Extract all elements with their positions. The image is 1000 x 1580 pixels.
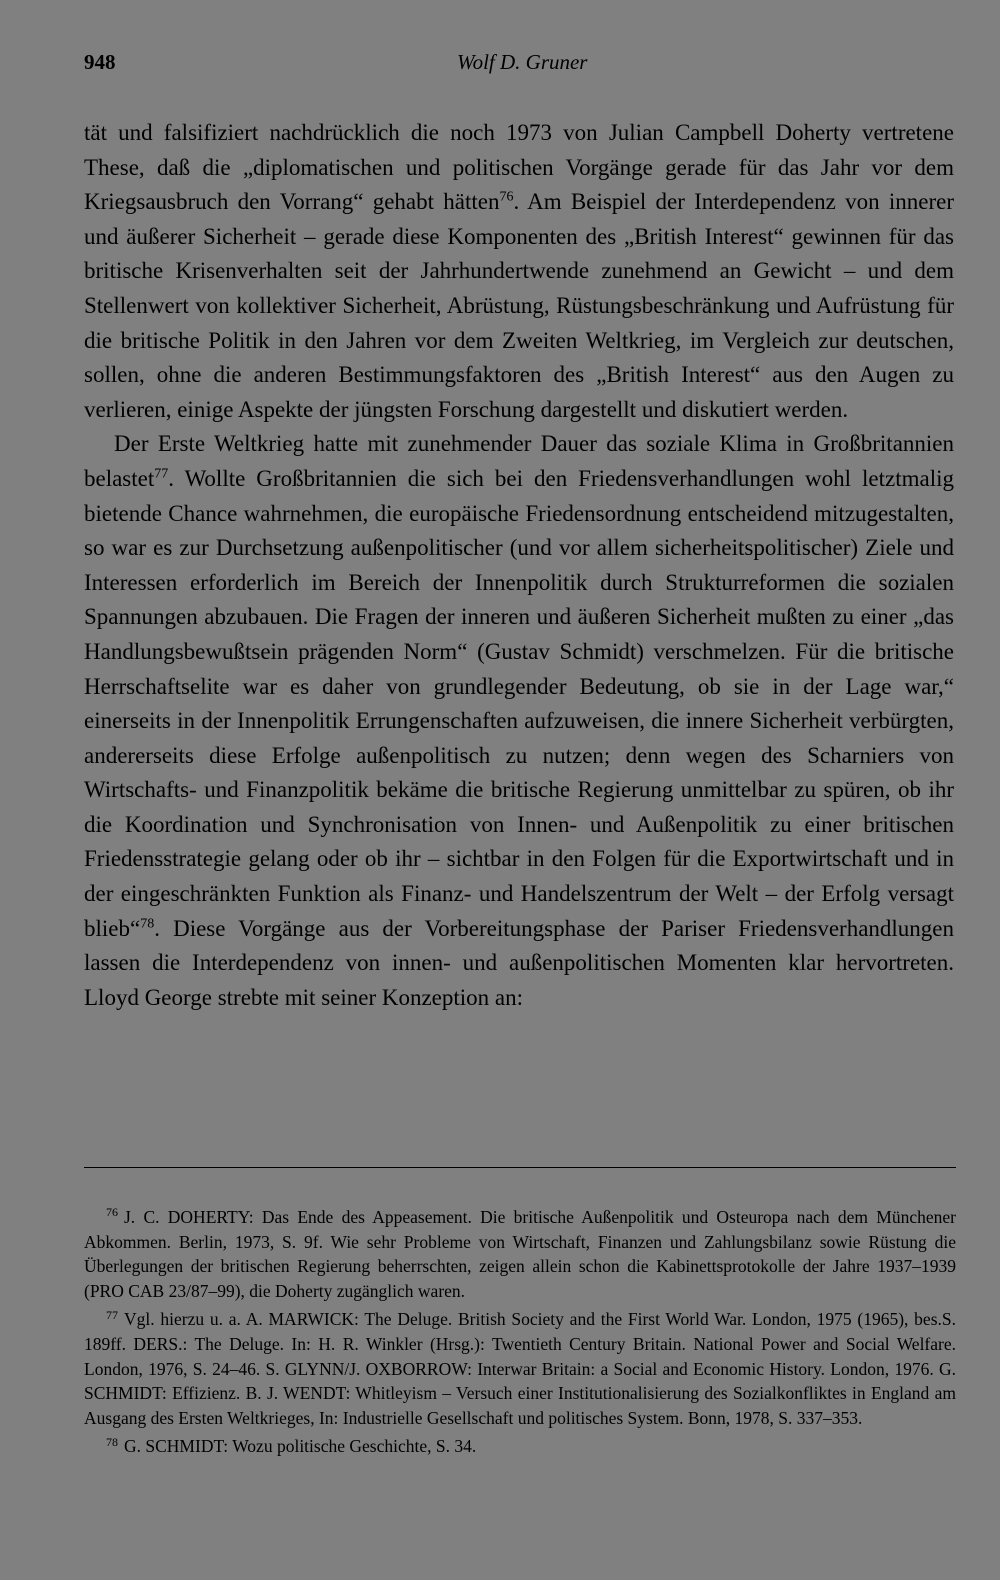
running-head-author: Wolf D. Gruner <box>457 50 588 74</box>
footnote-number: 76 <box>106 1205 118 1220</box>
footnote-reference: 77 <box>154 466 169 482</box>
footnote <box>84 1205 956 1303</box>
footnote-text: G. SCHMIDT: Wozu politische Geschichte, S. 34. <box>124 1436 477 1457</box>
footnote <box>84 1307 956 1430</box>
paragraph <box>84 427 954 1015</box>
paragraph-text: Der Erste Weltkrieg hatte mit zunehmender Dauer das soziale Klima in Großbritannien belastet <box>84 431 954 491</box>
main-text <box>84 116 954 1015</box>
footnote-reference: 78 <box>140 916 155 931</box>
footnote-reference: 76 <box>499 189 514 205</box>
page-number: 948 <box>84 50 116 74</box>
footnote-text: Vgl. hierzu u. a. A. MARWICK: The Deluge. British Society and the First World War. London, 1975 (1965), bes.S. 189ff. DERS.: The Deluge. In: H. R. Winkler (Hrsg.): Twentieth Century Britain. National Power and Social Welfare. London, 1976, S. 24–46. S. GLYNN/J. OXBORROW: Interwar Britain: a Social and Economic History. London, 1976. G. SCHMIDT: Effizienz. B. J. WENDT: Whitleyism – Versuch einer Institutionalisierung des Sozialkonfliktes in England am Ausgang des Ersten Weltkrieges, In: Industrielle Gesellschaft und politisches System. Bonn, 1978, S. 337–353. <box>84 1309 956 1428</box>
paragraph-text: . Am Beispiel der Interdependenz von innerer und äußerer Sicherheit – gerade diese Komponenten des „British Interest“ gewinnen für das britische Krisenverhalten seit der Jahrhundertwende zunehmend an Gewicht – und dem Stellenwert von kollektiver Sicherheit, Abrüstung, Rüstungsbeschränkung und Aufrüstung für die britische Politik in den Jahren vor dem Zweiten Weltkrieg, im Vergleich zur deutschen, sollen, ohne die anderen Bestimmungsfaktoren des „British Interest“ aus den Augen zu verlieren, einige Aspekte der jüngsten Forschung dargestellt und diskutiert werden. <box>84 189 954 422</box>
running-head <box>84 50 958 84</box>
paragraph <box>84 116 954 427</box>
paragraph-text: . Wollte Großbritannien die sich bei den Friedensverhandlungen wohl letztmalig bietende Chance wahrnehmen, die europäische Friedensordnung entscheidend mitzugestalten, so war es zur Durchsetzung außenpolitischer (und vor allem sicherheitspolitischer) Ziele und Interessen erforderlich im Bereich der Innenpolitik durch Strukturreformen die sozialen Spannungen abzubauen. Die Fragen der inneren und äußeren Sicherheit mußten zu einer „das Handlungsbewußtsein prägenden Norm“ (Gustav Schmidt) verschmelzen. Für die britische Herrschaftselite war es daher von grundlegender Bedeutung, ob sie in der Lage war,“ einerseits in der Innenpolitik Errungenschaften aufzuweisen, die innere Sicherheit verbürgten, andererseits diese Erfolge außenpolitisch zu nutzen; denn wegen des Scharniers von Wirtschafts- und Finanzpolitik bekäme die britische Regierung unmittelbar zu spüren, ob ihr die Koordination und Synchronisation von Innen- und Außenpolitik zu einer britischen Friedensstrategie gelang oder ob ihr – sichtbar in den Folgen für die Exportwirtschaft und in der eingeschränkten Funktion als Finanz- und Handelszentrum der Welt – der Erfolg versagt blieb“ <box>84 465 954 941</box>
footnote-number: 78 <box>106 1434 118 1449</box>
paragraph-text: . Diese Vorgänge aus der Vorbereitungsphase der Pariser Friedensverhandlungen lassen die Interdependenz von innen- und außenpolitischen Momenten klar hervortreten. Lloyd George strebte mit seiner Konzeption an: <box>84 915 954 1010</box>
footnote-text: J. C. DOHERTY: Das Ende des Appeasement. Die britische Außenpolitik und Osteuropa nach dem Münchener Abkommen. Berlin, 1973, S. 9f. Wie sehr Probleme von Wirtschaft, Finanzen und Zahlungsbilanz sowie Rüstung die Überlegungen der britischen Regierung beherrschten, zeigen allein schon die Kabinettsprotokolle der Jahre 1937–1939 (PRO CAB 23/87–99), die Doherty zugänglich waren. <box>84 1207 956 1301</box>
footnote-number: 77 <box>106 1307 118 1322</box>
footnote <box>84 1434 956 1459</box>
footnote-separator <box>84 1167 956 1168</box>
paragraph-text: tät und falsifiziert nachdrücklich die noch 1973 von Julian Campbell Doherty vertretene These, daß die „diplomatischen und politischen Vorgänge gerade für das Jahr vor dem Kriegsausbruch den Vorrang“ gehabt hätten <box>84 120 954 215</box>
footnotes <box>84 1205 956 1463</box>
